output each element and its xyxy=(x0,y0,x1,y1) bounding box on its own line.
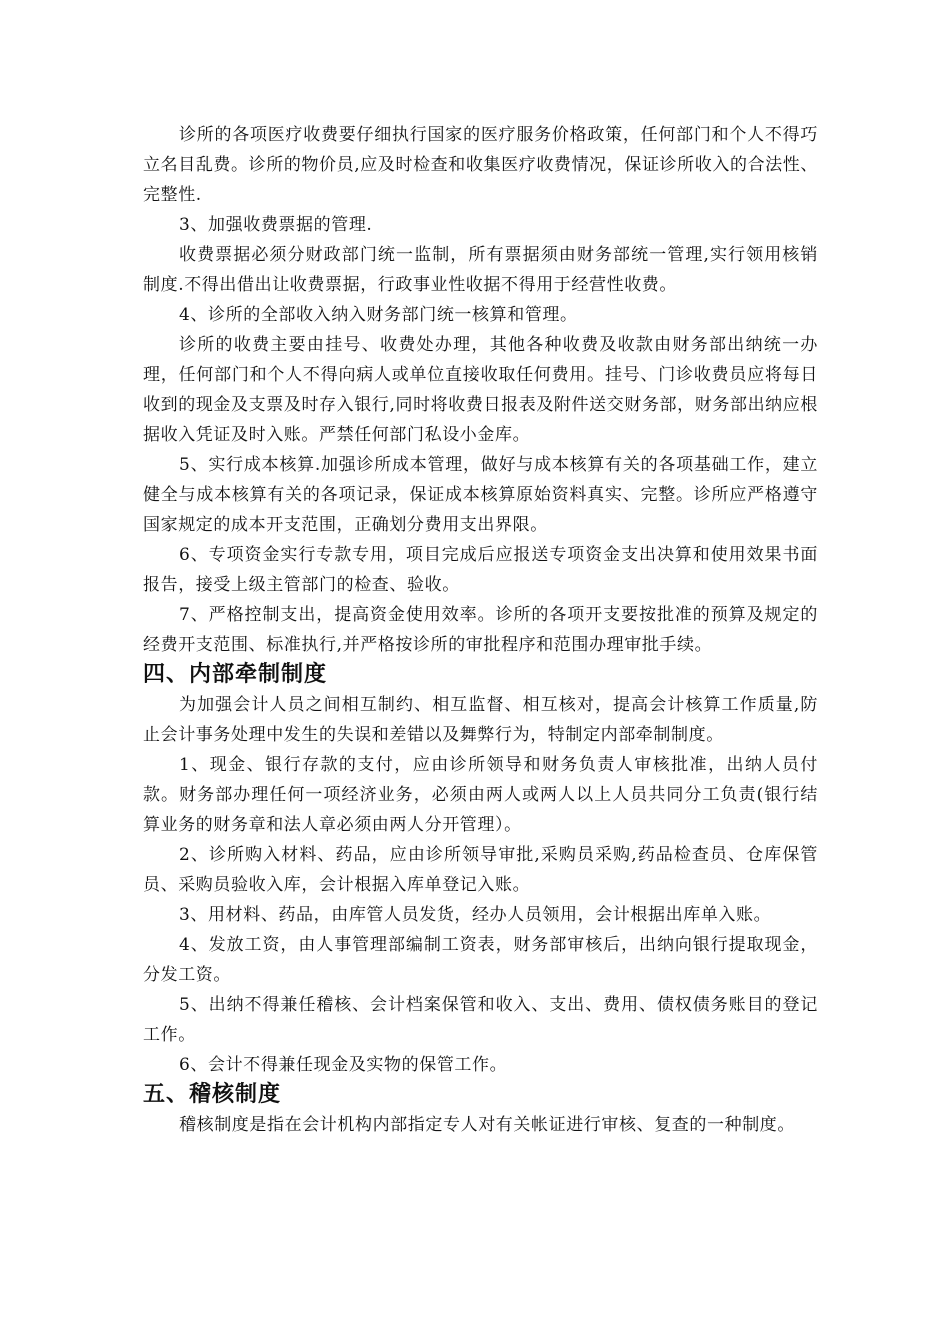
paragraph-internal-control-intro: 为加强会计人员之间相互制约、相互监督、相互核对，提高会计核算工作质量,防止会计事务处理中发生的失误和差错以及舞弊行为，特制定内部牵制制度。 xyxy=(143,695,818,745)
paragraph-item-6-special-funds: 6、专项资金实行专款专用，项目完成后应报送专项资金支出决算和使用效果书面报告，接受上级主管部门的检查、验收。 xyxy=(143,545,818,595)
paragraph-control-item-5: 5、出纳不得兼任稽核、会计档案保管和收入、支出、费用、债权债务账目的登记工作。 xyxy=(143,995,818,1045)
paragraph-control-item-4: 4、发放工资，由人事管理部编制工资表，财务部审核后，出纳向银行提取现金，分发工资。 xyxy=(143,935,818,985)
document-body xyxy=(143,120,818,1140)
paragraph-fee-policy: 诊所的各项医疗收费要仔细执行国家的医疗服务价格政策，任何部门和个人不得巧立名目乱费。诊所的物价员,应及时检查和收集医疗收费情况，保证诊所收入的合法性、完整性. xyxy=(143,125,818,205)
paragraph-control-item-1: 1、现金、银行存款的支付，应由诊所领导和财务负责人审核批准，出纳人员付款。财务部办理任何一项经济业务，必须由两人或两人以上人员共同分工负责(银行结算业务的财务章和法人章必须由两人分开管理）。 xyxy=(143,755,818,835)
paragraph-income-handling: 诊所的收费主要由挂号、收费处办理，其他各种收费及收款由财务部出纳统一办理，任何部门和个人不得向病人或单位直接收取任何费用。挂号、门诊收费员应将每日收到的现金及支票及时存入银行,同时将收费日报表及附件送交财务部，财务部出纳应根据收入凭证及时入账。严禁任何部门私设小金库。 xyxy=(143,335,818,445)
paragraph-control-item-3: 3、用材料、药品，由库管人员发货，经办人员领用，会计根据出库单入账。 xyxy=(179,905,772,925)
section-heading-internal-control: 四、内部牵制制度 xyxy=(143,662,328,687)
paragraph-control-item-6: 6、会计不得兼任现金及实物的保管工作。 xyxy=(179,1055,508,1075)
paragraph-item-4-title: 4、诊所的全部收入纳入财务部门统一核算和管理。 xyxy=(179,305,578,325)
section-heading-audit-system: 五、稽核制度 xyxy=(143,1082,282,1107)
paragraph-item-7-expense-control: 7、严格控制支出，提高资金使用效率。诊所的各项开支要按批准的预算及规定的经费开支范围、标准执行,并严格按诊所的审批程序和范围办理审批手续。 xyxy=(143,605,818,655)
paragraph-control-item-2: 2、诊所购入材料、药品，应由诊所领导审批,采购员采购,药品检查员、仓库保管员、采购员验收入库，会计根据入库单登记入账。 xyxy=(143,845,818,895)
paragraph-item-3-title: 3、加强收费票据的管理. xyxy=(179,215,373,235)
paragraph-item-5-cost-accounting: 5、实行成本核算.加强诊所成本管理，做好与成本核算有关的各项基础工作，建立健全与成本核算有关的各项记录，保证成本核算原始资料真实、完整。诊所应严格遵守国家规定的成本开支范围，正确划分费用支出界限。 xyxy=(143,455,818,535)
paragraph-audit-definition: 稽核制度是指在会计机构内部指定专人对有关帐证进行审核、复查的一种制度。 xyxy=(179,1115,795,1135)
paragraph-receipt-management: 收费票据必须分财政部门统一监制，所有票据须由财务部统一管理,实行领用核销制度.不得出借出让收费票据，行政事业性收据不得用于经营性收费。 xyxy=(143,245,818,295)
